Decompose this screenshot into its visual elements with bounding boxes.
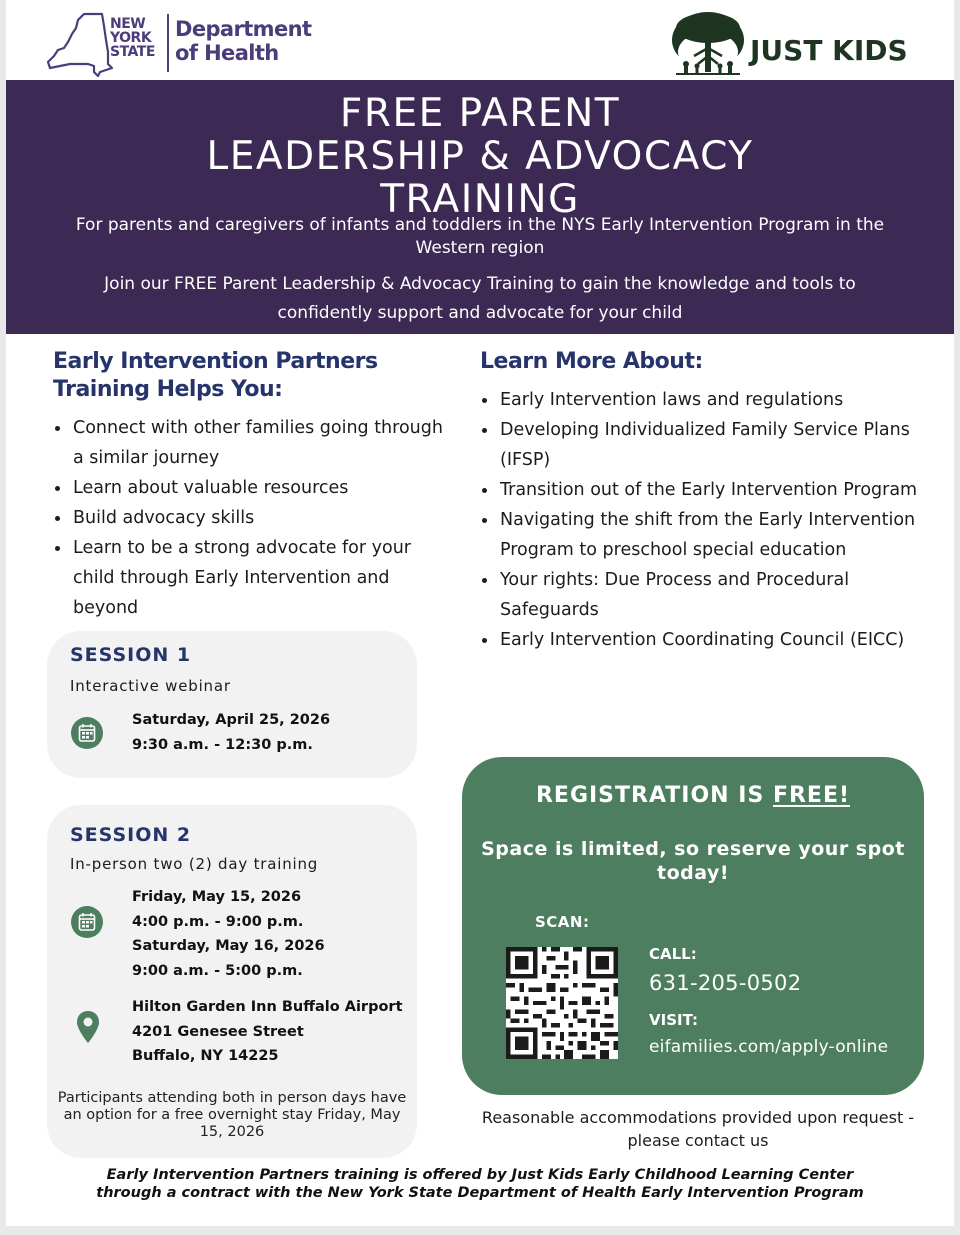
session-2-location	[132, 995, 403, 1069]
title-line-2: LEADERSHIP & ADVOCACY	[206, 134, 754, 179]
visit-label: VISIT:	[649, 1011, 698, 1029]
flyer-page	[6, 0, 954, 1226]
session-2-day1-date: Friday, May 15, 2026	[132, 889, 302, 905]
registration-url[interactable]: eifamilies.com/apply-online	[649, 1037, 889, 1057]
learn-section	[480, 348, 930, 655]
overnight-stay-note: Participants attending both in person days have an option for a free overnight stay Friday, May 15, 2026	[57, 1090, 407, 1140]
list-item: Learn about valuable resources	[53, 473, 443, 503]
calendar-icon	[71, 717, 103, 749]
list-item: Navigating the shift from the Early Intervention Program to preschool special education	[480, 505, 930, 565]
footer-credit	[6, 1166, 954, 1202]
registration-title-prefix: REGISTRATION IS	[535, 783, 773, 808]
new-york-state-map-icon	[44, 12, 114, 78]
registration-free-emphasis: FREE!	[772, 783, 851, 808]
venue-street: 4201 Genesee Street	[132, 1023, 304, 1040]
registration-title	[462, 783, 924, 808]
venue-name: Hilton Garden Inn Buffalo Airport	[132, 999, 403, 1015]
helps-section	[53, 348, 443, 623]
footer-line-2: through a contract with the New York State Department of Health Early Intervention Program	[96, 1185, 864, 1201]
just-kids-logo	[670, 12, 940, 78]
session-2-day2-date: Saturday, May 16, 2026	[132, 938, 325, 954]
tree-icon	[670, 12, 746, 76]
session-2-day2-time: 9:00 a.m. - 5:00 p.m.	[132, 962, 303, 979]
doh-line-1: Department	[175, 17, 312, 41]
page-title	[6, 92, 954, 221]
learn-heading: Learn More About:	[480, 349, 703, 374]
registration-box	[462, 757, 924, 1095]
list-item: Your rights: Due Process and Procedural Safeguards	[480, 565, 930, 625]
session-1-date: Saturday, April 25, 2026	[132, 712, 331, 728]
list-item: Connect with other families going through a similar journey	[53, 413, 443, 473]
qr-code[interactable]	[506, 947, 618, 1059]
header	[6, 0, 954, 80]
session-1-title: SESSION 1	[70, 644, 192, 666]
session-1-type: Interactive webinar	[70, 677, 231, 695]
nys-logo-words	[110, 17, 155, 59]
list-item: Early Intervention Coordinating Council (EICC)	[480, 625, 930, 655]
banner-subtitle: For parents and caregivers of infants and toddlers in the NYS Early Intervention Program in the Western region	[75, 215, 885, 258]
list-item: Learn to be a strong advocate for your child through Early Intervention and beyond	[53, 533, 443, 623]
calendar-icon	[71, 906, 103, 938]
phone-number[interactable]: 631-205-0502	[649, 971, 802, 995]
nys-word-york: YORK	[110, 30, 152, 46]
session-2-day1-time: 4:00 p.m. - 9:00 p.m.	[132, 913, 304, 930]
nys-word-new: NEW	[110, 16, 146, 32]
list-item: Transition out of the Early Intervention Program	[480, 475, 930, 505]
space-limited-text: Space is limited, so reserve your spot today!	[481, 838, 905, 884]
list-item: Developing Individualized Family Service Plans (IFSP)	[480, 415, 930, 475]
nys-doh-logo	[44, 10, 312, 76]
call-label: CALL:	[649, 945, 697, 963]
session-2-schedule	[132, 885, 325, 983]
session-1-card	[47, 631, 417, 778]
nys-logo-divider	[167, 14, 169, 72]
just-kids-wordmark: JUST KIDS	[750, 34, 908, 67]
session-2-card	[47, 805, 417, 1158]
title-line-3: TRAINING	[380, 177, 580, 222]
scan-label: SCAN:	[535, 913, 590, 931]
footer-line-1: Early Intervention Partners training is offered by Just Kids Early Childhood Learning Center	[106, 1167, 854, 1183]
title-banner	[6, 80, 954, 334]
list-item: Build advocacy skills	[53, 503, 443, 533]
session-2-title: SESSION 2	[70, 824, 192, 846]
session-1-schedule	[132, 708, 330, 757]
session-1-time: 9:30 a.m. - 12:30 p.m.	[132, 736, 313, 753]
doh-line-2: of Health	[175, 41, 279, 65]
department-of-health-text	[175, 17, 311, 65]
accommodations-note: Reasonable accommodations provided upon request - please contact us	[481, 1108, 915, 1150]
venue-city: Buffalo, NY 14225	[132, 1048, 279, 1064]
learn-list	[480, 385, 930, 655]
list-item: Early Intervention laws and regulations	[480, 385, 930, 415]
location-pin-icon	[76, 1010, 100, 1044]
helps-heading: Early Intervention Partners Training Helps You:	[53, 349, 378, 402]
helps-list	[53, 413, 443, 623]
banner-join-text: Join our FREE Parent Leadership & Advocacy Training to gain the knowledge and tools to confidently support and advocate for your child	[104, 274, 856, 323]
session-2-type: In-person two (2) day training	[70, 855, 319, 873]
title-line-1: FREE PARENT	[339, 91, 621, 136]
nys-word-state: STATE	[110, 44, 155, 60]
